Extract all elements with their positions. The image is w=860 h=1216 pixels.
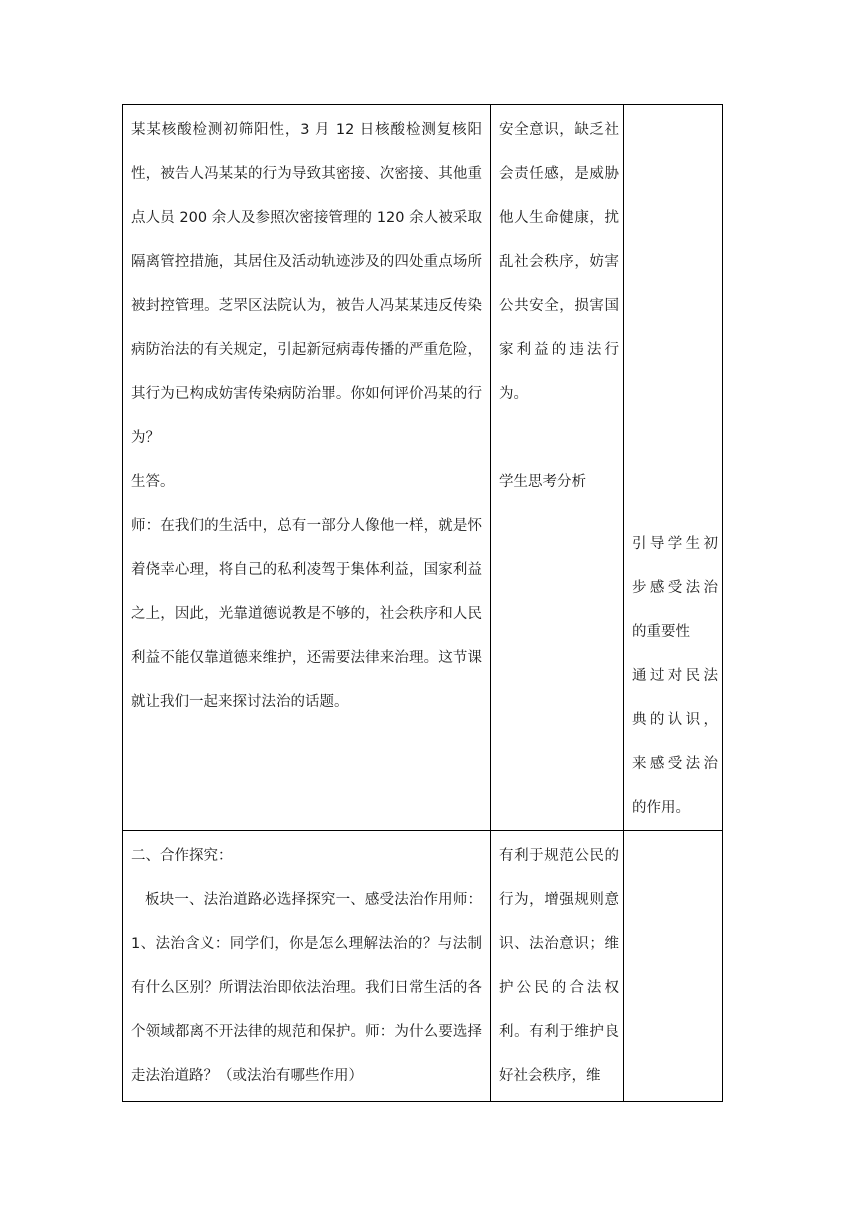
section-heading-text: 二、合作探究： — [131, 848, 233, 864]
design-intent-text-1: 引导学生初步感受法治的重要性 — [632, 536, 718, 640]
table-row — [123, 831, 723, 1102]
student-thinking-text: 学生思考分析 — [499, 474, 586, 490]
law-role-text: 有利于规范公民的行为，增强规则意识、法治意识；维护公民的合法权利。有利于维护良好社会秩序，维 — [499, 848, 619, 1084]
teaching-process-cell — [123, 831, 491, 1102]
case-description-text: 某某核酸检测初筛阳性，3 月 12 日核酸检测复核阳性，被告人冯某某的行为导致其密接、次密接、其他重点人员 200 余人及参照次密接管理的 120 余人被采取隔离管控措施，其居住及活动轨迹涉及的四处重点场所被封控管理。芝罘区法院认为，被告人冯某某违反传染病防治法的有关规定，引起新冠病毒传播的严重危险，其行为已构成妨害传染病防治罪。你如何评价冯某的行为？ — [131, 122, 482, 446]
design-intent-cell — [624, 831, 723, 1102]
teaching-process-cell — [123, 105, 491, 831]
student-answer-text: 生答。 — [131, 474, 175, 490]
teacher-summary-text: 师：在我们的生活中，总有一部分人像他一样，就是怀着侥幸心理，将自己的私利凌驾于集体利益，国家利益之上，因此，光靠道德说教是不够的，社会秩序和人民利益不能仅靠道德来维护，还需要法律来治理。这节课就让我们一起来探讨法治的话题。 — [131, 518, 482, 710]
table-row — [123, 105, 723, 831]
design-intent-text-2: 通过对民法典的认识，来感受法治的作用。 — [632, 668, 718, 816]
student-activity-cell — [491, 831, 624, 1102]
lesson-plan-table — [122, 104, 723, 1102]
design-intent-cell — [624, 105, 723, 831]
activity-analysis-text: 安全意识，缺乏社会责任感，是威胁他人生命健康，扰乱社会秩序，妨害公共安全，损害国家利益的违法行为。 — [499, 122, 619, 402]
student-activity-cell — [491, 105, 624, 831]
exploration-text: 板块一、法治道路必选择探究一、感受法治作用师：1、法治含义：同学们，你是怎么理解法治的？与法制有什么区别？所谓法治即依法治理。我们日常生活的各个领域都离不开法律的规范和保护。师：为什么要选择走法治道路？（或法治有哪些作用） — [131, 892, 482, 1084]
